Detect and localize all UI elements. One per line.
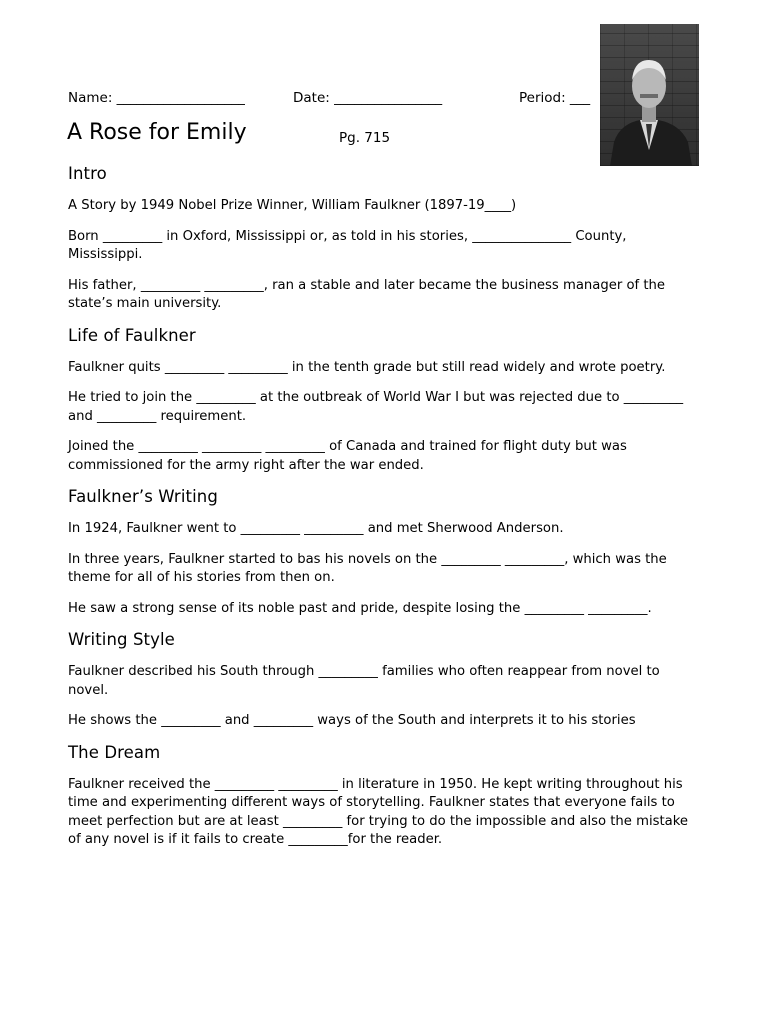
section-the-dream	[68, 743, 700, 850]
section-heading: Writing Style	[68, 630, 175, 649]
page-reference: Pg. 715	[339, 130, 391, 146]
section-intro	[68, 164, 700, 314]
fill-in-sentence: He saw a strong sense of its noble past and pride, despite losing the _________ _________.	[68, 600, 652, 616]
fill-in-sentence: Joined the _________ _________ _________ of Canada and trained for flight duty but was commissioned for the army right after the war ended.	[68, 439, 627, 473]
worksheet-title: A Rose for Emily	[67, 120, 247, 145]
section-heading: Faulkner’s Writing	[68, 487, 218, 506]
worksheet-body	[68, 164, 700, 862]
fill-in-sentence: In 1924, Faulkner went to _________ _________ and met Sherwood Anderson.	[68, 521, 564, 536]
fill-in-sentence: Faulkner described his South through _________ families who often reappear from novel to novel.	[68, 664, 660, 698]
section-heading: Life of Faulkner	[68, 325, 196, 345]
section-heading: Intro	[68, 164, 107, 183]
fill-in-sentence: In three years, Faulkner started to bas his novels on the _________ _________, which was the theme for all of his stories from then on.	[68, 551, 667, 585]
fill-in-sentence: His father, _________ _________, ran a stable and later became the business manager of the state’s main university.	[68, 277, 665, 311]
author-portrait	[600, 24, 699, 166]
period-field[interactable]: Period: ___	[519, 90, 591, 106]
name-field[interactable]: Name: ___________________	[68, 90, 245, 106]
date-field[interactable]: Date: ________________	[293, 90, 443, 106]
section-faulkners-writing	[68, 487, 700, 618]
fill-in-sentence: He tried to join the _________ at the outbreak of World War I but was rejected due to _________ and _________ requirement.	[68, 390, 684, 424]
section-heading: The Dream	[68, 742, 161, 762]
section-life-of-faulkner	[68, 326, 700, 476]
fill-in-sentence: Born _________ in Oxford, Mississippi or, as told in his stories, _______________ County, Mississippi.	[68, 228, 627, 262]
fill-in-sentence: Faulkner received the _________ _________ in literature in 1950. He kept writing throughout his time and experimenting different ways of storytelling. Faulkner states that everyone fails to meet perfection but are at least _________ for trying to do the impossible and also the mistake of any novel is if it fails to create _________for the reader.	[68, 776, 689, 847]
section-writing-style	[68, 630, 700, 731]
student-info-row	[68, 90, 608, 110]
fill-in-sentence: Faulkner quits _________ _________ in the tenth grade but still read widely and wrote poetry.	[68, 359, 666, 375]
fill-in-sentence: A Story by 1949 Nobel Prize Winner, William Faulkner (1897-19____)	[68, 198, 517, 213]
fill-in-sentence: He shows the _________ and _________ ways of the South and interprets it to his stories	[68, 713, 636, 728]
